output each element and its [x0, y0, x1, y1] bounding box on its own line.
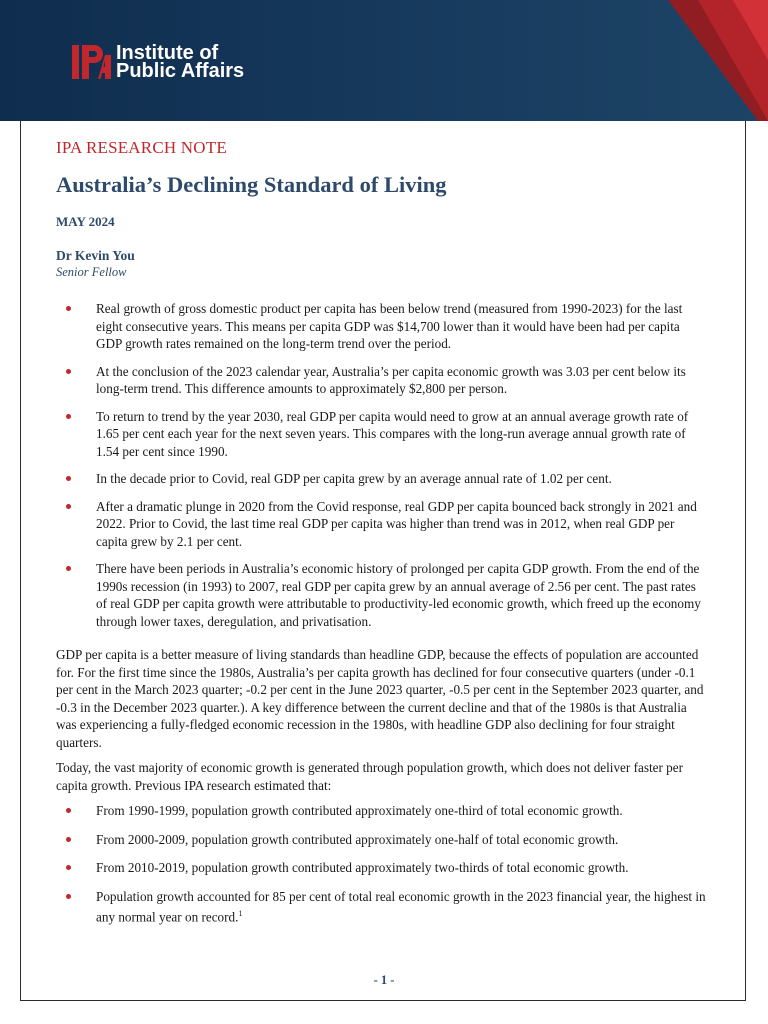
list-item [56, 831, 706, 849]
list-item [56, 888, 706, 926]
logo-wordmark [116, 44, 244, 80]
document-body [56, 138, 706, 640]
key-point-text: Real growth of gross domestic product per capita has been below trend (measured from 1990-2023) for the last eight consecutive years. This means per capita GDP was $14,700 lower than it would have been had per capita GDP growth rates remained on the long-term trend over the period. [96, 301, 683, 351]
list-item [56, 859, 706, 877]
population-points-list [56, 802, 706, 926]
list-item [56, 470, 706, 488]
bullet-icon [66, 566, 71, 571]
key-point-text: There have been periods in Australia’s economic history of prolonged per capita GDP growth. From the end of the 1990s recession (in 1993) to 2007, real GDP per capita grew by an annual average of 2.56 per cent. The past rates of real GDP per capita growth were attributable to productivity-led economic growth, which freed up the economy through lower taxes, deregulation, and privatisation. [96, 561, 701, 629]
publication-date: MAY 2024 [56, 214, 115, 229]
bullet-icon [66, 894, 71, 899]
logo-line-2: Public Affairs [116, 60, 245, 82]
body-section [56, 646, 706, 937]
page-number: - 1 - [373, 973, 395, 987]
list-item [56, 498, 706, 551]
body-paragraph: Today, the vast majority of economic growth is generated through population growth, which does not deliver faster per capita growth. Previous IPA research estimated that: [56, 760, 684, 793]
list-item [56, 408, 706, 461]
population-point-text: Population growth accounted for 85 per cent of total real economic growth in the 2023 financial year, the highest in any normal year on record. [96, 888, 706, 925]
red-corner-graphic [658, 0, 768, 121]
footnote-marker[interactable]: 1 [238, 909, 243, 918]
key-point-text: After a dramatic plunge in 2020 from the Covid response, real GDP per capita bounced back strongly in 2021 and 2022. Prior to Covid, the last time real GDP per capita was higher than trend was in 2012, when real GDP per capita grew by 2.1 per cent. [96, 498, 697, 549]
logo-line-1: Institute of [116, 42, 219, 64]
bullet-icon [66, 504, 71, 509]
ipa-logo-mark-icon [72, 43, 112, 81]
author-name: Dr Kevin You [56, 248, 135, 263]
author-role: Senior Fellow [56, 265, 127, 279]
key-point-text: In the decade prior to Covid, real GDP per capita grew by an average annual rate of 1.02 per cent. [96, 471, 612, 486]
note-kicker: IPA RESEARCH NOTE [56, 138, 227, 157]
bullet-icon [66, 476, 71, 481]
bullet-icon [66, 808, 71, 813]
population-point-text: From 2000-2009, population growth contributed approximately one-half of total economic growth. [96, 831, 619, 847]
population-point-text: From 1990-1999, population growth contributed approximately one-third of total economic growth. [96, 803, 623, 818]
population-point-text: From 2010-2019, population growth contributed approximately two-thirds of total economic growth. [96, 860, 629, 875]
list-item [56, 363, 706, 398]
key-point-text: At the conclusion of the 2023 calendar year, Australia’s per capita economic growth was 3.03 per cent below its long-term trend. This difference amounts to approximately $2,800 per person. [96, 363, 686, 396]
list-item [56, 300, 706, 353]
bullet-icon [66, 414, 71, 419]
key-points-list [56, 300, 706, 630]
key-point-text: To return to trend by the year 2030, real GDP per capita would need to grow at an annual average growth rate of 1.65 per cent each year for the next seven years. This compares with the long-run average annual growth rate of 1.54 per cent since 1990. [96, 408, 689, 459]
list-item [56, 560, 706, 630]
list-item [56, 802, 706, 820]
body-paragraph: GDP per capita is a better measure of living standards than headline GDP, because the effects of population are accounted for. For the first time since the 1980s, Australia’s per capita growth has declined for four consecutive quarters (under -0.1 per cent in the March 2023 quarter; -0.2 per cent in the June 2023 quarter, -0.5 per cent in the September 2023 quarter, and -0.3 in the December 2023 quarter.). A key difference between the current decline and that of the 1980s is that Australia was experiencing a fully-fledged economic recession in the 1980s, with headline GDP also declining for four straight quarters. [56, 647, 704, 750]
bullet-icon [66, 306, 71, 311]
bullet-icon [66, 865, 71, 870]
bullet-icon [66, 837, 71, 842]
page-header-banner [0, 0, 768, 121]
document-title: Australia’s Declining Standard of Living [56, 172, 447, 197]
bullet-icon [66, 369, 71, 374]
ipa-logo[interactable] [72, 42, 244, 82]
